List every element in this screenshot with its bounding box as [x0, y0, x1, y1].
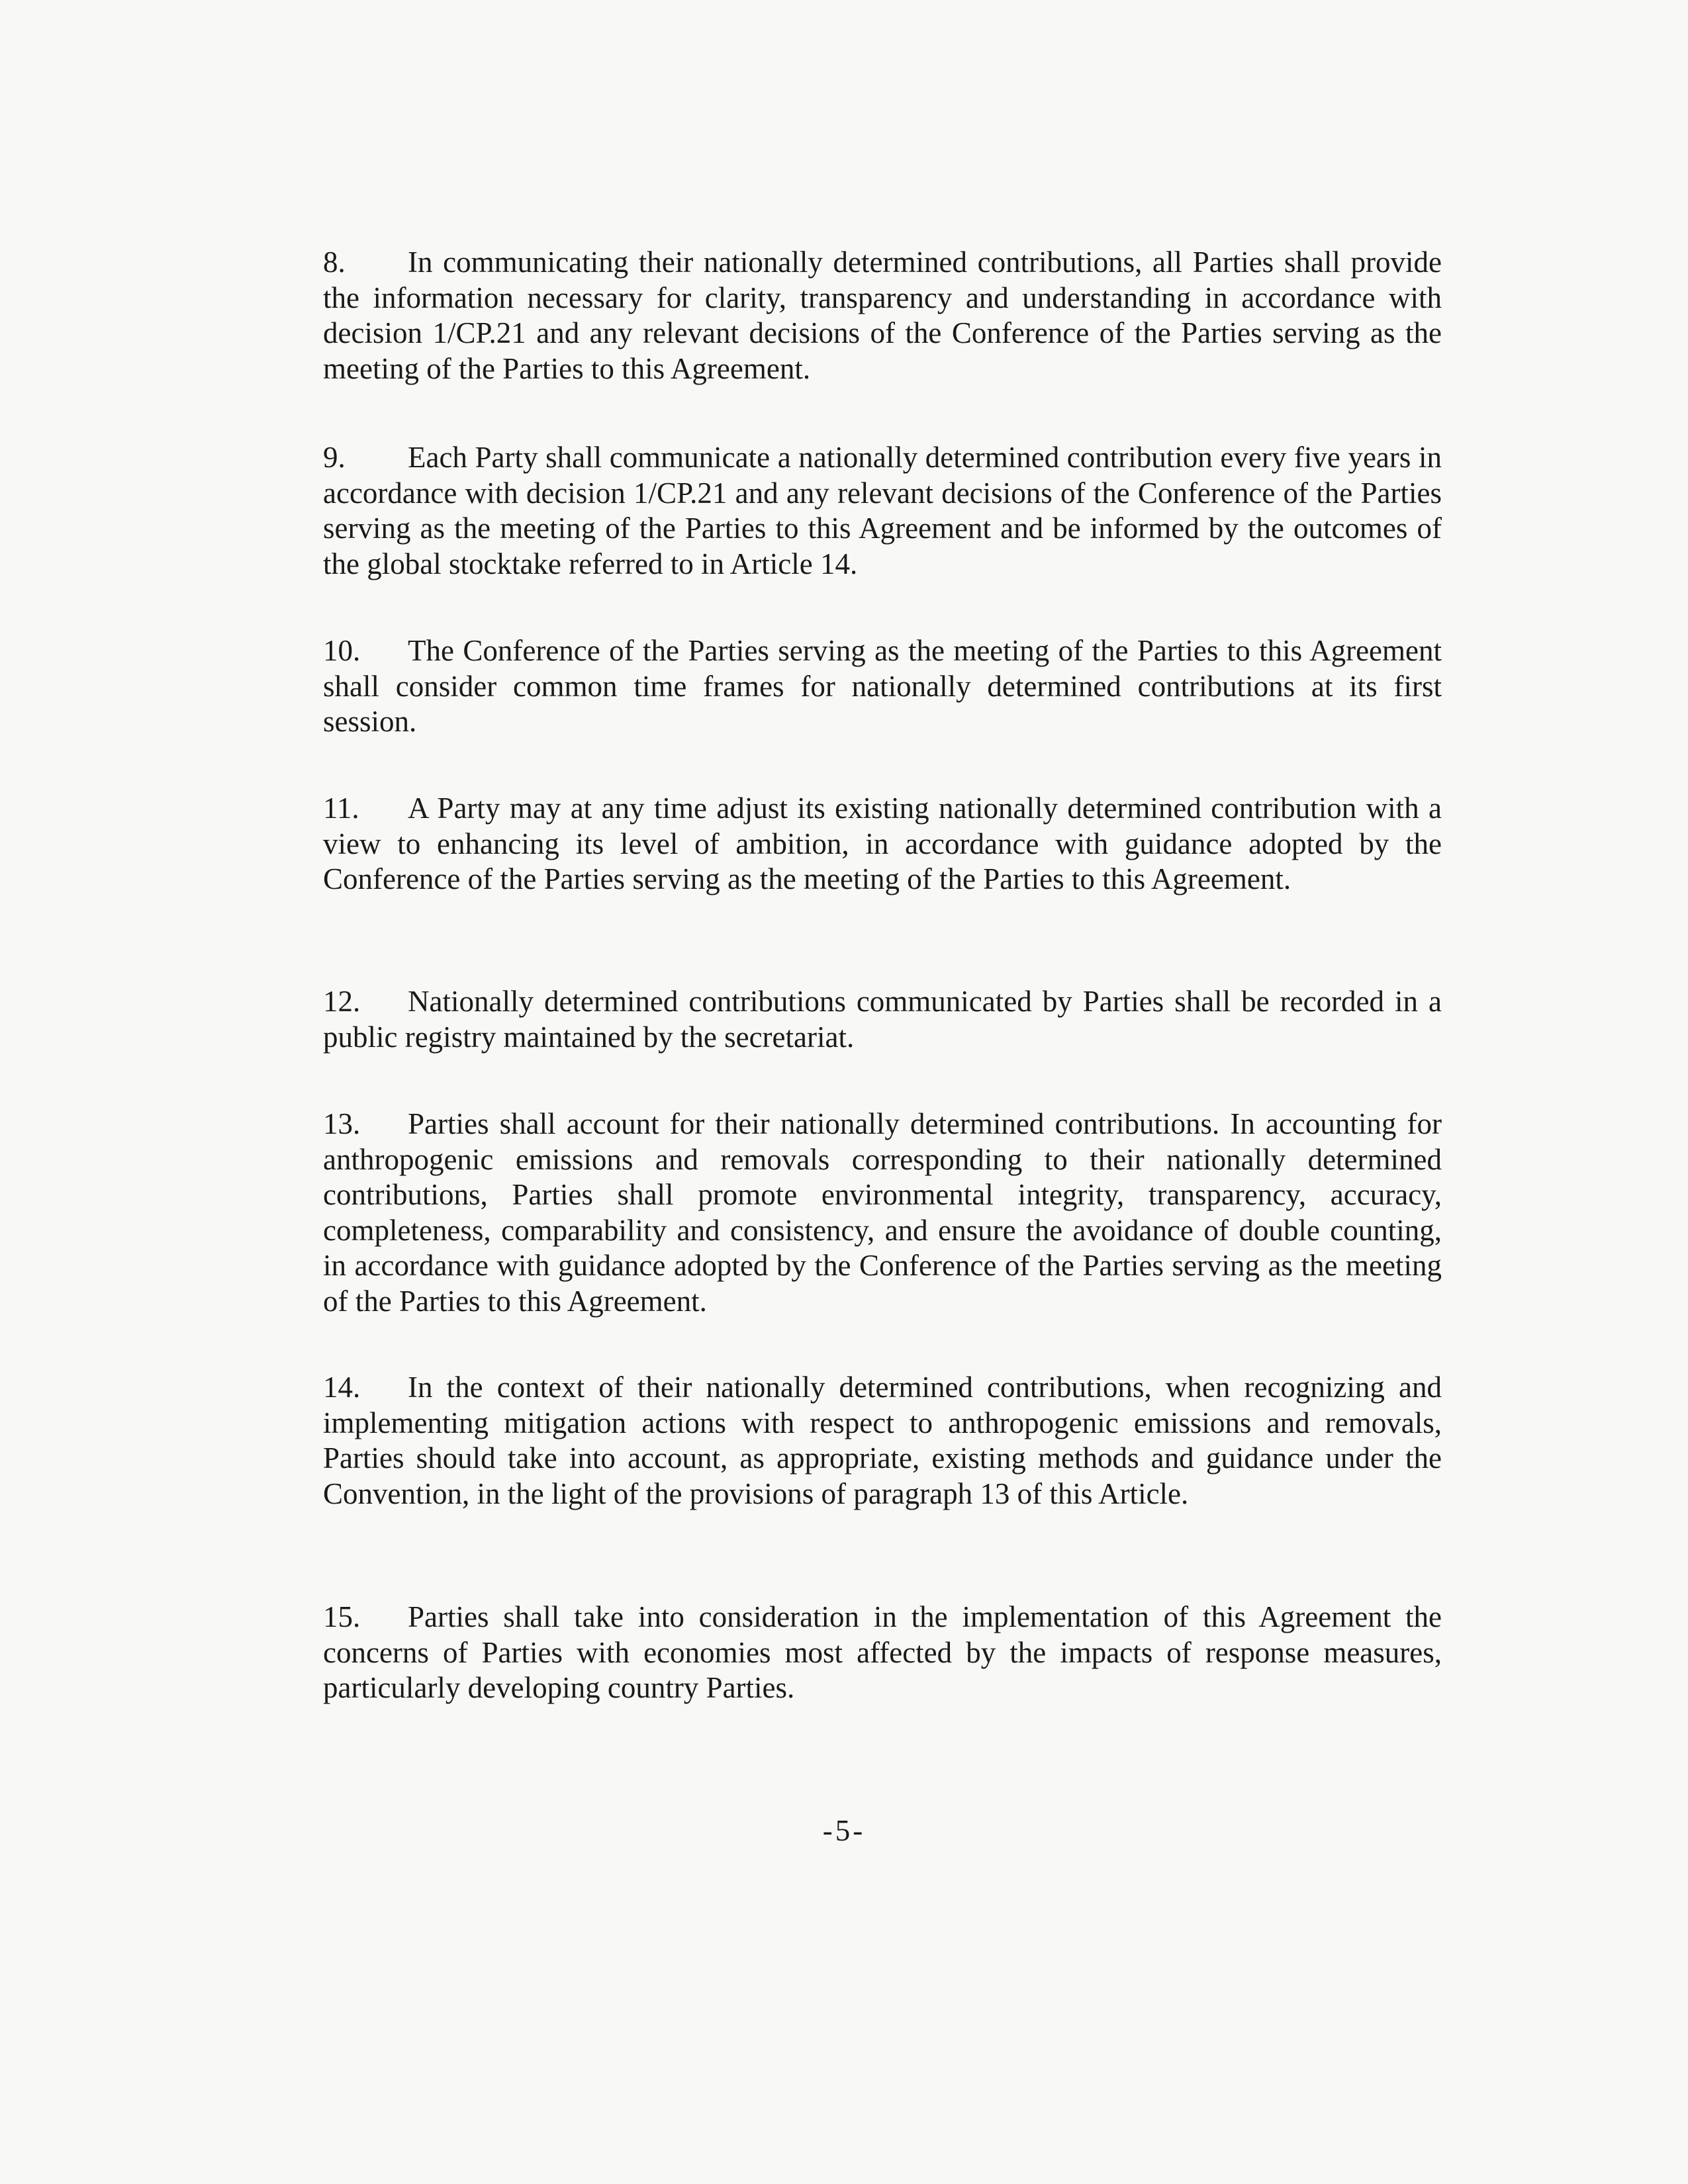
paragraph-number: 12. — [323, 985, 361, 1018]
paragraph-text: In communicating their nationally determined contributions, all Parties shall provide the information necessary for clarity, transparency and understanding in accordance with decision 1/CP.21 and any relevant decisions of the Conference of the Parties serving as the meeting of the Parties to this Agreement. — [323, 246, 1442, 385]
paragraph-number: 10. — [323, 634, 361, 667]
paragraph-text: In the context of their nationally determined contributions, when recognizing and implementing mitigation actions with respect to anthropogenic emissions and removals, Parties should take into account, as appropriate, existing methods and guidance under the Convention, in the light of the provisions of paragraph 13 of this Article. — [323, 1371, 1442, 1510]
paragraph-11 — [323, 791, 1442, 897]
paragraph-text: A Party may at any time adjust its existing nationally determined contribution with a view to enhancing its level of ambition, in accordance with guidance adopted by the Conference of the Parties serving as the meeting of the Parties to this Agreement. — [323, 792, 1442, 895]
paragraph-15 — [323, 1600, 1442, 1706]
paragraph-8 — [323, 245, 1442, 387]
paragraph-12 — [323, 984, 1442, 1055]
paragraph-text: Parties shall take into consideration in the implementation of this Agreement the concerns of Parties with economies most affected by the impacts of response measures, particularly developing country Parties. — [323, 1600, 1442, 1704]
paragraph-number: 14. — [323, 1371, 361, 1404]
paragraph-text: The Conference of the Parties serving as the meeting of the Parties to this Agreement shall consider common time frames for nationally determined contributions at its first session. — [323, 634, 1442, 738]
paragraph-text: Each Party shall communicate a nationally determined contribution every five years in accordance with decision 1/CP.21 and any relevant decisions of the Conference of the Parties serving as the meeting of the Parties to this Agreement and be informed by the outcomes of the global stocktake referred to in Article 14. — [323, 441, 1442, 580]
paragraph-10 — [323, 633, 1442, 740]
paragraph-13 — [323, 1107, 1442, 1319]
paragraph-text: Parties shall account for their nationally determined contributions. In accounting for anthropogenic emissions and removals corresponding to their nationally determined contributions, Parties shall promote environmental integrity, transparency, accuracy, completeness, comparability and consistency, and ensure the avoidance of double counting, in accordance with guidance adopted by the Conference of the Parties serving as the meeting of the Parties to this Agreement. — [323, 1107, 1442, 1318]
page-number: -5- — [822, 1814, 866, 1847]
paragraph-number: 9. — [323, 441, 346, 474]
paragraph-number: 8. — [323, 246, 346, 279]
paragraph-number: 15. — [323, 1600, 361, 1633]
paragraph-text: Nationally determined contributions communicated by Parties shall be recorded in a public registry maintained by the secretariat. — [323, 985, 1442, 1054]
paragraph-9 — [323, 440, 1442, 582]
paragraph-number: 13. — [323, 1107, 361, 1140]
paragraph-14 — [323, 1370, 1442, 1512]
paragraph-number: 11. — [323, 792, 359, 825]
